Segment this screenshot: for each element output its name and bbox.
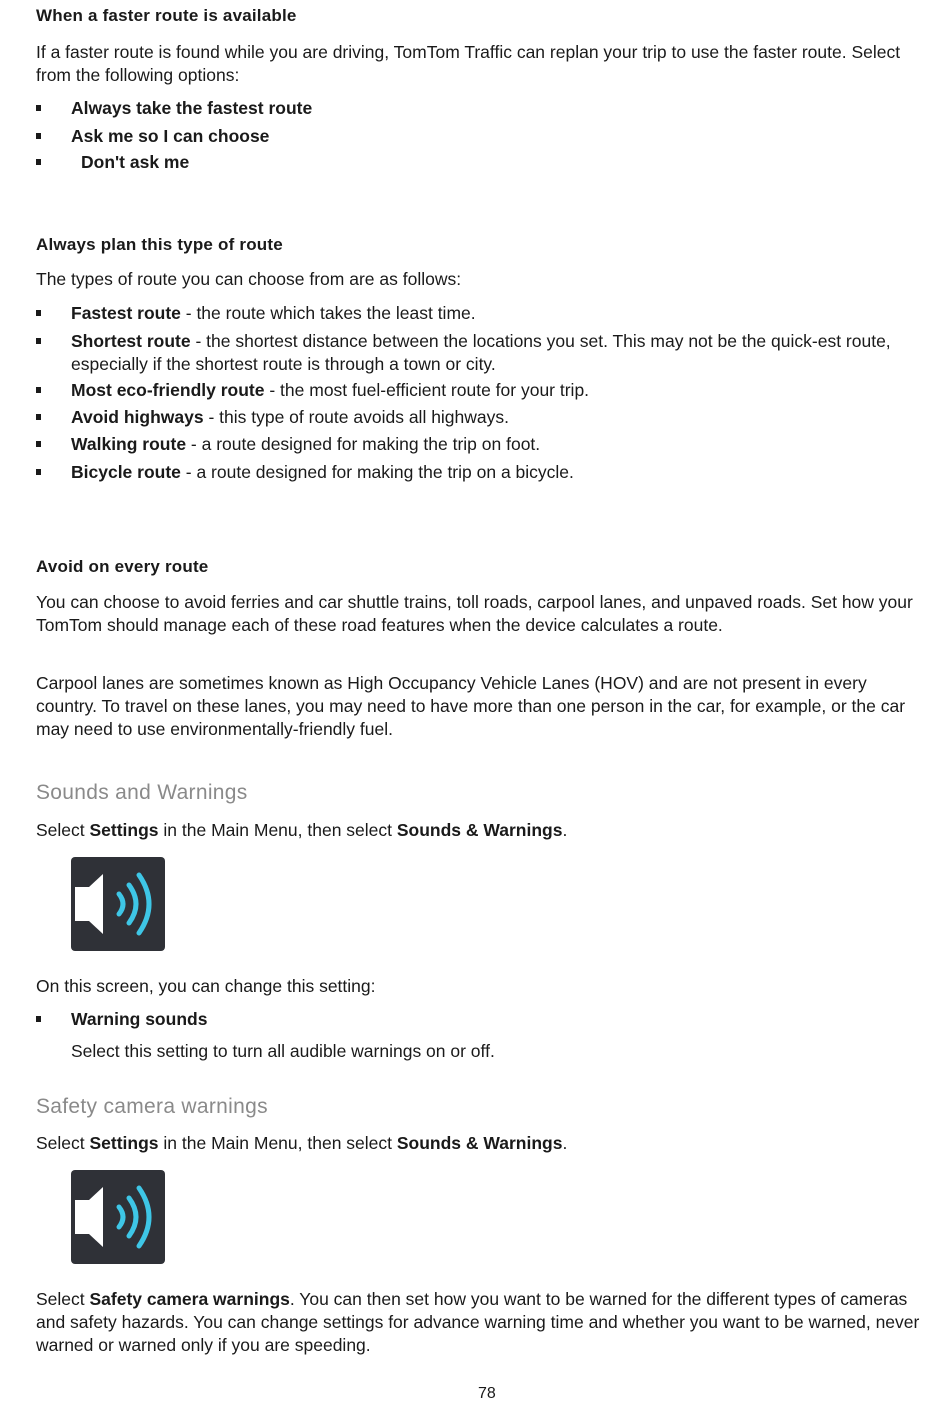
bullet-icon bbox=[36, 133, 41, 139]
page-number: 78 bbox=[478, 1385, 496, 1402]
route-term-walking: Walking route bbox=[71, 434, 187, 454]
bullet-icon bbox=[36, 310, 41, 316]
route-term-eco: Most eco-friendly route bbox=[71, 380, 265, 400]
route-term-shortest: Shortest route bbox=[71, 331, 191, 351]
sounds-instruction: Select Settings in the Main Menu, then select Sounds & Warnings. bbox=[36, 820, 568, 840]
option-always-fastest: Always take the fastest route bbox=[71, 98, 313, 118]
bullet-icon bbox=[36, 1016, 41, 1022]
safety-instruction: Select Settings in the Main Menu, then select Sounds & Warnings. bbox=[36, 1133, 568, 1153]
route-term-bicycle: Bicycle route bbox=[71, 462, 181, 482]
settings-term: Settings bbox=[89, 820, 159, 840]
bullet-icon bbox=[36, 105, 41, 111]
route-desc-eco: - the most fuel-efficient route for your trip. bbox=[264, 380, 590, 400]
route-term-fastest: Fastest route bbox=[71, 303, 181, 323]
bullet-icon bbox=[36, 338, 41, 344]
screen-setting-text: On this screen, you can change this setting: bbox=[36, 976, 376, 996]
route-desc-fastest: - the route which takes the least time. bbox=[180, 303, 476, 323]
safety-camera-heading: Safety camera warnings bbox=[36, 1095, 268, 1118]
speaker-icon bbox=[71, 1170, 165, 1264]
route-desc-shortest: - the shortest distance between the locations you set. This may not be the quick-est route, especially if the shortest route is through a town or city. bbox=[71, 331, 891, 374]
bullet-icon bbox=[36, 441, 41, 447]
bullet-icon bbox=[36, 159, 41, 165]
warning-sounds-desc: Select this setting to turn all audible warnings on or off. bbox=[71, 1041, 495, 1061]
route-type-intro: The types of route you can choose from are as follows: bbox=[36, 269, 462, 289]
route-type-heading: Always plan this type of route bbox=[36, 235, 283, 254]
route-desc-bicycle: - a route designed for making the trip on a bicycle. bbox=[180, 462, 574, 482]
bullet-icon bbox=[36, 387, 41, 393]
route-desc-avoid-highways: - this type of route avoids all highways. bbox=[203, 407, 510, 427]
warning-sounds-term: Warning sounds bbox=[71, 1009, 208, 1029]
avoid-heading: Avoid on every route bbox=[36, 557, 209, 576]
bullet-icon bbox=[36, 469, 41, 475]
faster-route-heading: When a faster route is available bbox=[36, 6, 297, 25]
faster-route-intro: If a faster route is found while you are driving, TomTom Traffic can replan your trip to use the faster route. Select from the following options: bbox=[36, 42, 901, 85]
sounds-warnings-term: Sounds & Warnings bbox=[396, 820, 563, 840]
avoid-paragraph-1: You can choose to avoid ferries and car shuttle trains, toll roads, carpool lanes, and unpaved roads. Set how your TomTom should manage each of these road features when the device calculates a route. bbox=[36, 592, 913, 635]
bullet-icon bbox=[36, 414, 41, 420]
safety-camera-term: Safety camera warnings bbox=[89, 1289, 290, 1309]
option-dont-ask: Don't ask me bbox=[81, 152, 190, 172]
settings-term: Settings bbox=[89, 1133, 159, 1153]
option-ask-me: Ask me so I can choose bbox=[71, 126, 270, 146]
avoid-paragraph-2: Carpool lanes are sometimes known as High Occupancy Vehicle Lanes (HOV) and are not present in every country. To travel on these lanes, you may need to have more than one person in the car, for example, or the car may need to use environmentally-friendly fuel. bbox=[36, 673, 906, 739]
speaker-icon bbox=[71, 857, 165, 951]
safety-camera-paragraph: Select Safety camera warnings. You can then set how you want to be warned for the different types of cameras and safety hazards. You can change settings for advance warning time and whether you want to be warned, never warned or warned only if you are speeding. bbox=[36, 1289, 920, 1355]
sounds-warnings-term: Sounds & Warnings bbox=[396, 1133, 563, 1153]
sounds-warnings-heading: Sounds and Warnings bbox=[36, 781, 248, 804]
route-desc-walking: - a route designed for making the trip on foot. bbox=[186, 434, 541, 454]
route-term-avoid-highways: Avoid highways bbox=[71, 407, 204, 427]
